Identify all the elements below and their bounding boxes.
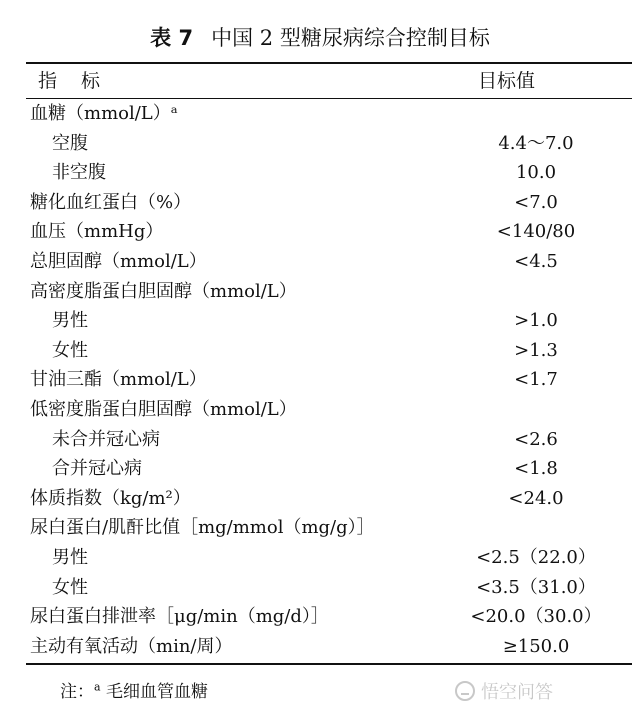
row-label: 总胆固醇（mmol/L）	[30, 250, 207, 272]
table-row	[30, 602, 630, 632]
watermark-text: 悟空问答	[481, 682, 553, 703]
watermark	[455, 678, 553, 704]
row-label: 血压（mmHg）	[30, 221, 164, 243]
row-target-value: <2.5（22.0）	[476, 546, 596, 568]
row-label: 合并冠心病	[52, 458, 142, 480]
row-label: 男性	[52, 546, 88, 568]
row-target-value: <20.0（30.0）	[470, 606, 602, 628]
table-body	[30, 99, 630, 661]
wukong-logo-icon	[455, 681, 475, 701]
table-row	[30, 99, 630, 129]
table-number: 表 7	[150, 26, 194, 50]
row-label: 血糖（mmol/L）ᵃ	[30, 103, 178, 124]
row-label: 尿白蛋白排泄率［μg/min（mg/d）］	[30, 606, 329, 628]
row-label: 体质指数（kg/m²）	[30, 487, 191, 509]
row-target-value: <7.0	[514, 191, 558, 213]
table-row	[30, 484, 630, 514]
header-target: 目标值	[478, 70, 536, 92]
table-row	[30, 306, 630, 336]
footnote	[60, 677, 208, 702]
table-row	[30, 543, 630, 573]
footnote-prefix: 注：	[60, 682, 94, 702]
row-label: 非空腹	[52, 162, 106, 184]
row-label: 低密度脂蛋白胆固醇（mmol/L）	[30, 398, 297, 420]
row-label: 糖化血红蛋白（%）	[30, 191, 192, 213]
row-label: 主动有氧活动（min/周）	[30, 635, 233, 657]
table-row	[30, 454, 630, 484]
footnote-mark: a	[94, 680, 101, 694]
table-row	[30, 158, 630, 188]
row-label: 空腹	[52, 132, 88, 154]
row-target-value: <24.0	[508, 487, 564, 509]
row-target-value: 10.0	[515, 162, 557, 184]
row-target-value: <3.5（31.0）	[476, 576, 596, 598]
table-row	[30, 247, 630, 277]
table-row	[30, 365, 630, 395]
row-target-value: <4.5	[514, 250, 558, 272]
table-row	[30, 336, 630, 366]
table-row	[30, 395, 630, 425]
table-row	[30, 573, 630, 603]
row-target-value: 4.4～7.0	[498, 132, 574, 154]
header-indicator	[38, 66, 102, 93]
row-target-value: <2.6	[514, 428, 558, 450]
row-target-value: ≥150.0	[502, 635, 570, 657]
row-target-value: <1.7	[514, 369, 558, 391]
row-label: 女性	[52, 576, 88, 598]
table-title	[0, 22, 640, 52]
header-indicator-char-1: 指	[38, 70, 60, 92]
table-row	[30, 513, 630, 543]
header-indicator-char-2: 标	[81, 70, 103, 92]
row-label: 高密度脂蛋白胆固醇（mmol/L）	[30, 280, 297, 302]
bottom-rule	[26, 663, 632, 665]
row-target-value: >1.3	[514, 339, 558, 361]
row-target-value: >1.0	[514, 310, 558, 332]
table-row	[30, 217, 630, 247]
row-label: 未合并冠心病	[52, 428, 160, 450]
table-title-text: 中国 2 型糖尿病综合控制目标	[211, 26, 490, 50]
table-row	[30, 188, 630, 218]
table-row	[30, 425, 630, 455]
row-target-value: <1.8	[514, 458, 558, 480]
row-target-value: <140/80	[496, 221, 576, 243]
row-label: 尿白蛋白/肌酐比值［mg/mmol（mg/g）］	[30, 517, 375, 539]
table-row	[30, 129, 630, 159]
footnote-text: 毛细血管血糖	[100, 682, 208, 702]
row-label: 甘油三酯（mmol/L）	[30, 369, 207, 391]
table-row	[30, 277, 630, 307]
row-label: 女性	[52, 339, 88, 361]
row-label: 男性	[52, 310, 88, 332]
top-rule	[26, 62, 632, 64]
table-row	[30, 632, 630, 662]
